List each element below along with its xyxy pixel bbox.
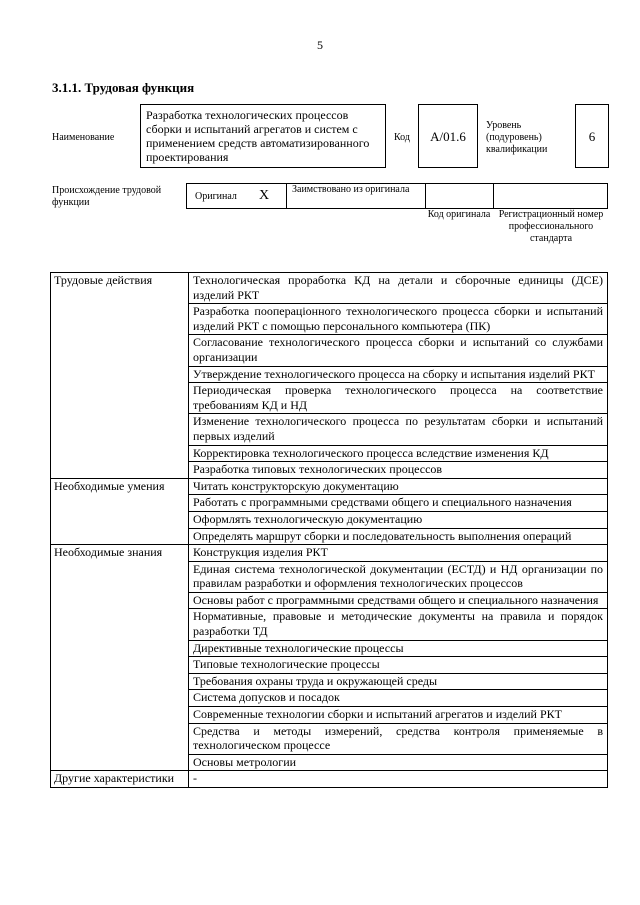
item-cell: Нормативные, правовые и методические документы на правила и порядок разработки ТД: [189, 609, 608, 640]
divider: [493, 184, 494, 208]
item-cell: Корректировка технологического процесса вследствие изменения КД: [189, 445, 608, 462]
item-cell: Читать конструкторскую документацию: [189, 478, 608, 495]
item-cell: Требования охраны труда и окружающей среды: [189, 673, 608, 690]
origin-row: [186, 183, 608, 209]
item-cell: Оформлять технологическую документацию: [189, 511, 608, 528]
category-cell: Необходимые умения: [51, 478, 189, 544]
item-cell: Основы метрологии: [189, 754, 608, 771]
item-cell: Система допусков и посадок: [189, 690, 608, 707]
item-cell: Согласование технологического процесса сборки и испытаний со службами организации: [189, 335, 608, 366]
original-label: Оригинал: [195, 191, 237, 202]
code-original-caption: Код оригинала: [427, 209, 491, 220]
table-row: [51, 273, 608, 304]
item-cell: -: [189, 771, 608, 788]
name-label: Наименование: [52, 132, 115, 143]
table-row: [51, 478, 608, 495]
reg-number-caption: Регистрационный номер профессионального стандарта: [498, 209, 604, 244]
item-cell: Периодическая проверка технологического процесса на соответствие требованиям КД и НД: [189, 383, 608, 414]
item-cell: Разработка типовых технологических процессов: [189, 462, 608, 479]
item-cell: Средства и методы измерений, средства контроля применяемые в технологическом процессе: [189, 723, 608, 754]
item-cell: Определять маршрут сборки и последовательность выполнения операций: [189, 528, 608, 545]
section-title: 3.1.1. Трудовая функция: [52, 80, 195, 95]
page-number: 5: [317, 38, 323, 52]
function-name-value: Разработка технологических процессов сборки и испытаний агрегатов и систем с применением средств автоматизированного проектирования: [146, 108, 370, 164]
code-value-box: [418, 104, 478, 168]
code-label: Код: [394, 132, 410, 143]
level-label: Уровень (подуровень) квалификации: [486, 120, 548, 155]
code-value: A/01.6: [430, 129, 466, 144]
table-row: [51, 771, 608, 788]
function-name-box: [140, 104, 386, 168]
item-cell: Разработка поопераціонного технологического процесса сборки и испытаний изделий РКТ с помощью персонального компьютера (ПК): [189, 304, 608, 335]
item-cell: Типовые технологические процессы: [189, 657, 608, 674]
item-cell: Утверждение технологического процесса на сборку и испытания изделий РКТ: [189, 366, 608, 383]
table-row: [51, 545, 608, 562]
item-cell: Современные технологии сборки и испытаний агрегатов и изделий РКТ: [189, 707, 608, 724]
competency-table: [50, 272, 608, 788]
category-cell: Необходимые знания: [51, 545, 189, 771]
origin-label: Происхождение трудовой функции: [52, 185, 162, 208]
original-mark: X: [259, 188, 270, 203]
item-cell: Конструкция изделия РКТ: [189, 545, 608, 562]
level-value-box: [575, 104, 609, 168]
category-cell: Трудовые действия: [51, 273, 189, 479]
item-cell: Изменение технологического процесса по результатам сборки и испытаний первых изделий: [189, 414, 608, 445]
item-cell: Основы работ с программными средствами общего и специального назначения: [189, 592, 608, 609]
level-value: 6: [588, 129, 596, 144]
item-cell: Работать с программными средствами общего и специального назначения: [189, 495, 608, 512]
borrowed-label: Заимствовано из оригинала: [292, 184, 410, 195]
item-cell: Единая система технологической документации (ЕСТД) и НД организации по правилам разработки и оформления технологических процессов: [189, 561, 608, 592]
divider: [286, 184, 287, 208]
category-cell: Другие характеристики: [51, 771, 189, 788]
divider: [425, 184, 426, 208]
item-cell: Технологическая проработка КД на детали и сборочные единицы (ДСЕ) изделий РКТ: [189, 273, 608, 304]
item-cell: Директивные технологические процессы: [189, 640, 608, 657]
